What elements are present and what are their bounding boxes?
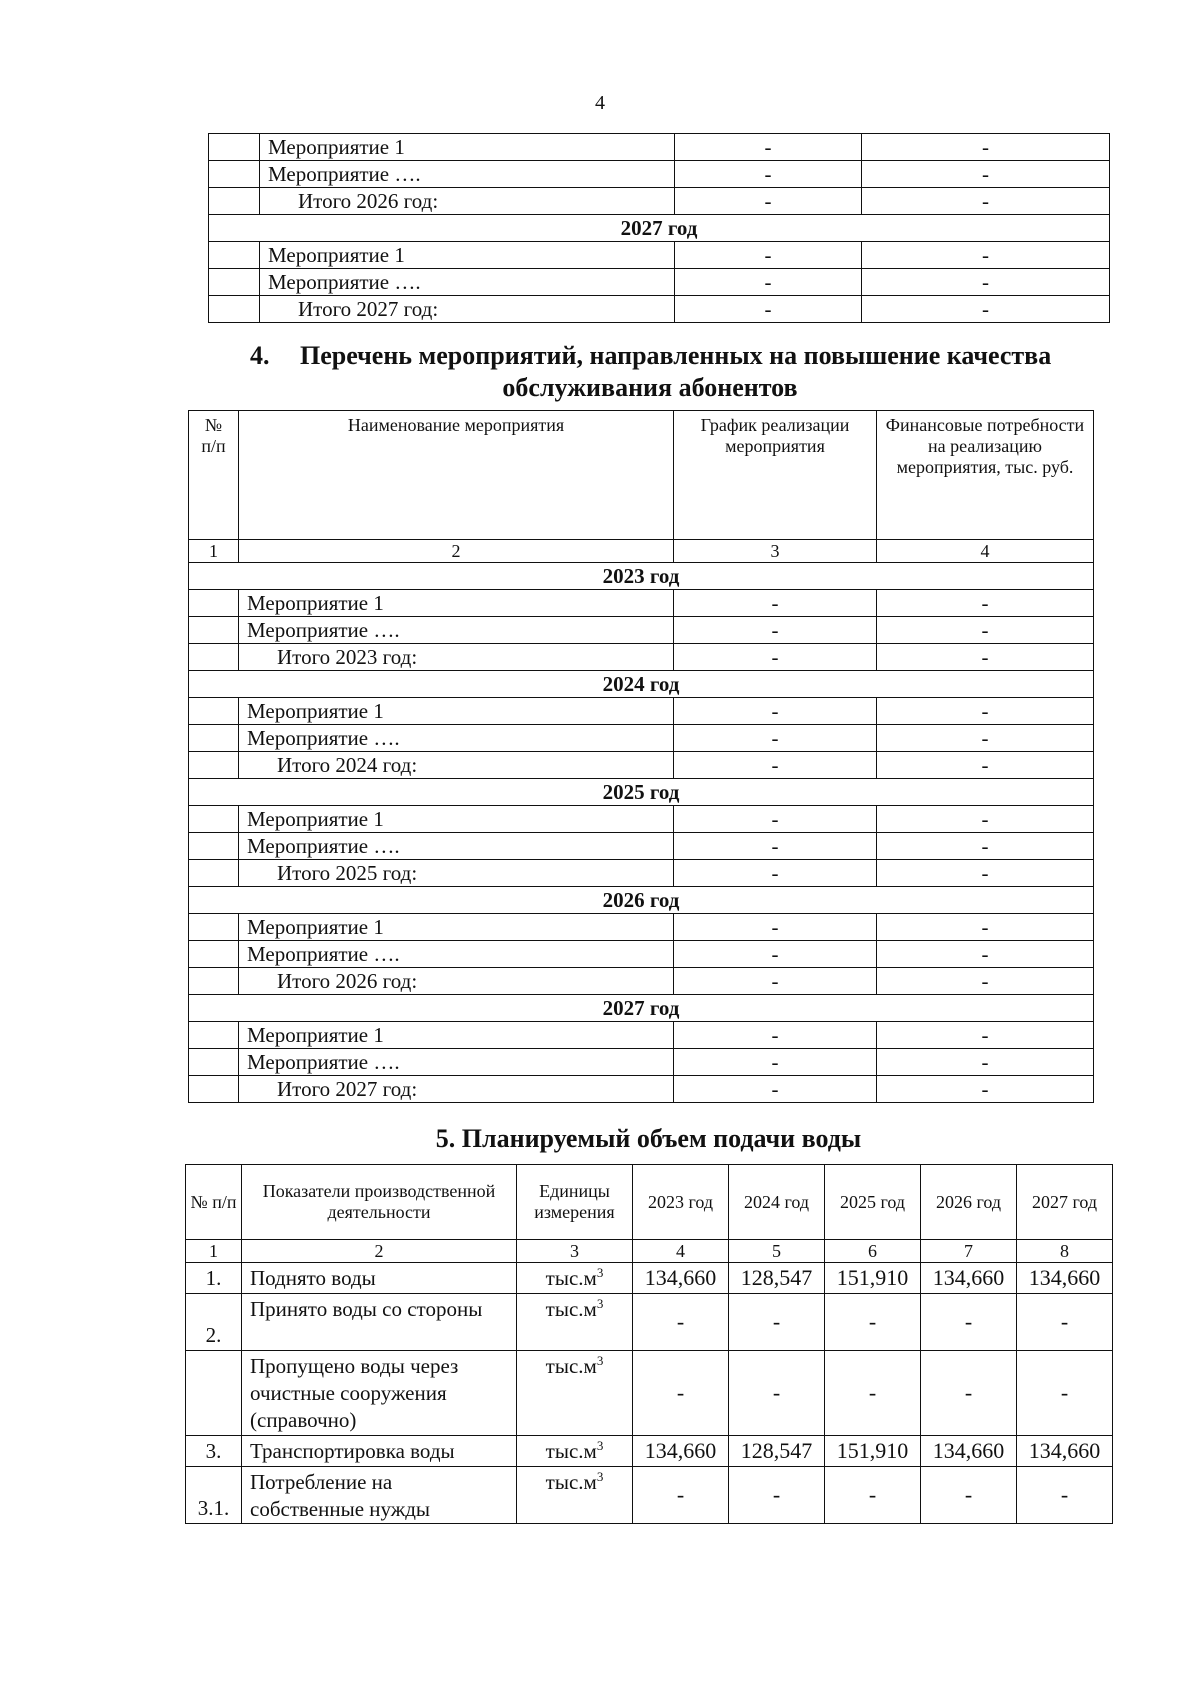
finance-cell: -: [877, 725, 1094, 752]
schedule-cell: -: [674, 1076, 877, 1103]
row-number: [209, 296, 260, 323]
year-header-row: [189, 671, 1094, 698]
schedule-cell: -: [674, 725, 877, 752]
value-cell: -: [729, 1467, 825, 1524]
water-supply-table: [185, 1164, 1113, 1524]
value-cell: -: [633, 1351, 729, 1436]
column-number: 2: [239, 540, 674, 563]
row-number: 3.: [186, 1436, 242, 1467]
schedule-cell: -: [674, 590, 877, 617]
value-cell: -: [825, 1351, 921, 1436]
event-name: Мероприятие 1: [239, 914, 674, 941]
schedule-cell: -: [675, 188, 862, 215]
event-name: Мероприятие 1: [239, 590, 674, 617]
column-number: 1: [186, 1240, 242, 1263]
value-cell: -: [1017, 1294, 1113, 1351]
header-cell: № п/п: [189, 411, 239, 540]
total-label: Итого 2027 год:: [239, 1076, 674, 1103]
finance-cell: -: [877, 860, 1094, 887]
value-cell: -: [729, 1294, 825, 1351]
finance-cell: -: [877, 617, 1094, 644]
column-number: 4: [877, 540, 1094, 563]
year-label: 2023 год: [189, 563, 1094, 590]
row-number: [189, 1022, 239, 1049]
unit-text: тыс.м: [545, 1266, 597, 1290]
finance-cell: -: [877, 914, 1094, 941]
value-cell: 128,547: [729, 1436, 825, 1467]
table-row: [186, 1351, 1113, 1436]
total-label: Итого 2027 год:: [260, 296, 675, 323]
table-row: [189, 914, 1094, 941]
value-cell: 134,660: [921, 1436, 1017, 1467]
page-number: 4: [595, 92, 605, 114]
row-number: [189, 914, 239, 941]
table-row: [189, 725, 1094, 752]
unit-exponent: 3: [596, 1265, 604, 1280]
total-label: Итого 2025 год:: [239, 860, 674, 887]
total-row: [189, 968, 1094, 995]
finance-cell: -: [862, 242, 1110, 269]
header-cell: 2026 год: [921, 1165, 1017, 1240]
indicator-name: Поднято воды: [242, 1263, 517, 1294]
finance-cell: -: [862, 188, 1110, 215]
table-row: [209, 161, 1110, 188]
finance-cell: -: [877, 1022, 1094, 1049]
row-number: [209, 188, 260, 215]
total-row: [189, 644, 1094, 671]
unit-exponent: 3: [596, 1438, 604, 1453]
year-label: 2027 год: [189, 995, 1094, 1022]
table-row: [189, 941, 1094, 968]
value-cell: 134,660: [633, 1263, 729, 1294]
header-cell: 2027 год: [1017, 1165, 1113, 1240]
row-number: [189, 860, 239, 887]
total-row: [209, 296, 1110, 323]
table-row: [189, 617, 1094, 644]
row-number: 1.: [186, 1263, 242, 1294]
event-name: Мероприятие ….: [239, 941, 674, 968]
row-number: [189, 752, 239, 779]
row-number: [186, 1351, 242, 1436]
column-number: 7: [921, 1240, 1017, 1263]
section-4-title-line1: Перечень мероприятий, направленных на повышение качества: [300, 341, 1052, 370]
section-5-title: 5. Планируемый объем подачи воды: [435, 1124, 862, 1153]
indicator-name: Транспортировка воды: [242, 1436, 517, 1467]
event-name: Мероприятие 1: [260, 242, 675, 269]
value-cell: 151,910: [825, 1263, 921, 1294]
unit-text: тыс.м: [545, 1354, 597, 1378]
header-cell: Финансовые потребности на реализацию мероприятия, тыс. руб.: [877, 411, 1094, 540]
schedule-cell: -: [674, 914, 877, 941]
total-row: [189, 1076, 1094, 1103]
unit-text: тыс.м: [545, 1470, 597, 1494]
total-label: Итого 2026 год:: [260, 188, 675, 215]
event-name: Мероприятие 1: [260, 134, 675, 161]
value-cell: 128,547: [729, 1263, 825, 1294]
year-header-row: [189, 887, 1094, 914]
row-number: [189, 806, 239, 833]
schedule-cell: -: [674, 1022, 877, 1049]
column-number: 3: [517, 1240, 633, 1263]
column-number-row: [186, 1240, 1113, 1263]
schedule-cell: -: [674, 806, 877, 833]
finance-cell: -: [877, 590, 1094, 617]
header-cell: Показатели производственной деятельности: [242, 1165, 517, 1240]
table-row: [189, 1022, 1094, 1049]
finance-cell: -: [877, 752, 1094, 779]
event-name: Мероприятие ….: [239, 617, 674, 644]
row-number: [189, 833, 239, 860]
schedule-cell: -: [674, 617, 877, 644]
value-cell: 134,660: [921, 1263, 1017, 1294]
header-cell: 2024 год: [729, 1165, 825, 1240]
value-cell: -: [825, 1294, 921, 1351]
event-name: Мероприятие ….: [260, 269, 675, 296]
table-row: [189, 833, 1094, 860]
row-number: 3.1.: [186, 1467, 242, 1524]
unit-exponent: 3: [596, 1296, 604, 1311]
schedule-cell: -: [675, 296, 862, 323]
event-name: Мероприятие ….: [239, 725, 674, 752]
service-quality-events-body: [189, 411, 1094, 563]
finance-cell: -: [862, 296, 1110, 323]
table-row: [186, 1294, 1113, 1351]
unit-exponent: 3: [596, 1353, 604, 1368]
column-number: 2: [242, 1240, 517, 1263]
total-label: Итого 2024 год:: [239, 752, 674, 779]
row-number: [209, 161, 260, 188]
row-number: [189, 1076, 239, 1103]
row-number: [209, 134, 260, 161]
row-number: [189, 590, 239, 617]
year-header-row: [209, 215, 1110, 242]
row-number: [209, 242, 260, 269]
indicator-name: Пропущено воды через очистные сооружения (справочно): [242, 1351, 517, 1436]
year-label: 2027 год: [209, 215, 1110, 242]
value-cell: -: [633, 1467, 729, 1524]
total-label: Итого 2026 год:: [239, 968, 674, 995]
unit-cell: [517, 1294, 633, 1351]
schedule-cell: -: [674, 644, 877, 671]
table-row: [186, 1436, 1113, 1467]
value-cell: -: [1017, 1467, 1113, 1524]
table-row: [209, 269, 1110, 296]
table-row: [186, 1467, 1113, 1524]
row-number: [189, 968, 239, 995]
value-cell: 134,660: [1017, 1436, 1113, 1467]
event-name: Мероприятие ….: [239, 833, 674, 860]
finance-cell: -: [877, 833, 1094, 860]
value-cell: 134,660: [1017, 1263, 1113, 1294]
value-cell: -: [825, 1467, 921, 1524]
unit-exponent: 3: [596, 1469, 604, 1484]
water-supply-rows: [186, 1263, 1113, 1524]
column-number: 4: [633, 1240, 729, 1263]
value-cell: 134,660: [633, 1436, 729, 1467]
event-name: Мероприятие ….: [239, 1049, 674, 1076]
year-label: 2025 год: [189, 779, 1094, 806]
table-row: [189, 1049, 1094, 1076]
table-header-row: [186, 1165, 1113, 1240]
unit-text: тыс.м: [545, 1439, 597, 1463]
schedule-cell: -: [675, 269, 862, 296]
event-name: Мероприятие 1: [239, 806, 674, 833]
value-cell: -: [921, 1467, 1017, 1524]
finance-cell: -: [877, 698, 1094, 725]
year-header-row: [189, 563, 1094, 590]
continued-events-table: [208, 133, 1110, 323]
total-label: Итого 2023 год:: [239, 644, 674, 671]
event-name: Мероприятие 1: [239, 1022, 674, 1049]
header-cell: 2023 год: [633, 1165, 729, 1240]
value-cell: -: [921, 1351, 1017, 1436]
header-cell: Единицы измерения: [517, 1165, 633, 1240]
finance-cell: -: [877, 1049, 1094, 1076]
unit-text: тыс.м: [545, 1297, 597, 1321]
header-cell: Наименование мероприятия: [239, 411, 674, 540]
unit-cell: [517, 1351, 633, 1436]
row-number: 2.: [186, 1294, 242, 1351]
column-number: 6: [825, 1240, 921, 1263]
schedule-cell: -: [675, 161, 862, 188]
finance-cell: -: [877, 941, 1094, 968]
row-number: [189, 941, 239, 968]
unit-cell: [517, 1263, 633, 1294]
table-row: [189, 698, 1094, 725]
schedule-cell: -: [675, 134, 862, 161]
finance-cell: -: [877, 968, 1094, 995]
row-number: [189, 698, 239, 725]
finance-cell: -: [862, 269, 1110, 296]
year-header-row: [189, 779, 1094, 806]
schedule-cell: -: [674, 752, 877, 779]
service-quality-events-table: [188, 410, 1094, 1103]
table-row: [209, 134, 1110, 161]
schedule-cell: -: [674, 968, 877, 995]
year-label: 2024 год: [189, 671, 1094, 698]
schedule-cell: -: [674, 833, 877, 860]
header-cell: 2025 год: [825, 1165, 921, 1240]
header-cell: № п/п: [186, 1165, 242, 1240]
table-row: [189, 806, 1094, 833]
total-row: [209, 188, 1110, 215]
row-number: [189, 1049, 239, 1076]
schedule-cell: -: [675, 242, 862, 269]
unit-cell: [517, 1467, 633, 1524]
column-number: 5: [729, 1240, 825, 1263]
value-cell: -: [921, 1294, 1017, 1351]
schedule-cell: -: [674, 860, 877, 887]
finance-cell: -: [877, 806, 1094, 833]
table-row: [189, 590, 1094, 617]
row-number: [189, 644, 239, 671]
total-row: [189, 860, 1094, 887]
unit-cell: [517, 1436, 633, 1467]
row-number: [209, 269, 260, 296]
table-header-row: [189, 411, 1094, 540]
event-name: Мероприятие ….: [260, 161, 675, 188]
header-cell: График реализации мероприятия: [674, 411, 877, 540]
schedule-cell: -: [674, 698, 877, 725]
finance-cell: -: [877, 644, 1094, 671]
year-header-row: [189, 995, 1094, 1022]
column-number-row: [189, 540, 1094, 563]
section-4-title-line2: обслуживания абонентов: [502, 373, 798, 402]
schedule-cell: -: [674, 1049, 877, 1076]
total-row: [189, 752, 1094, 779]
value-cell: -: [633, 1294, 729, 1351]
value-cell: -: [1017, 1351, 1113, 1436]
table-row: [209, 242, 1110, 269]
table-row: [186, 1263, 1113, 1294]
event-name: Мероприятие 1: [239, 698, 674, 725]
finance-cell: -: [877, 1076, 1094, 1103]
value-cell: 151,910: [825, 1436, 921, 1467]
water-supply-body: [186, 1165, 1113, 1263]
finance-cell: -: [862, 134, 1110, 161]
column-number: 3: [674, 540, 877, 563]
finance-cell: -: [862, 161, 1110, 188]
column-number: 1: [189, 540, 239, 563]
indicator-name: Потребление на собственные нужды: [242, 1467, 517, 1524]
continued-events-body: [209, 134, 1110, 323]
row-number: [189, 725, 239, 752]
row-number: [189, 617, 239, 644]
section-4-number: 4.: [250, 341, 270, 370]
indicator-name: Принято воды со стороны: [242, 1294, 517, 1351]
value-cell: -: [729, 1351, 825, 1436]
service-quality-events-rows: [189, 563, 1094, 1103]
schedule-cell: -: [674, 941, 877, 968]
column-number: 8: [1017, 1240, 1113, 1263]
year-label: 2026 год: [189, 887, 1094, 914]
